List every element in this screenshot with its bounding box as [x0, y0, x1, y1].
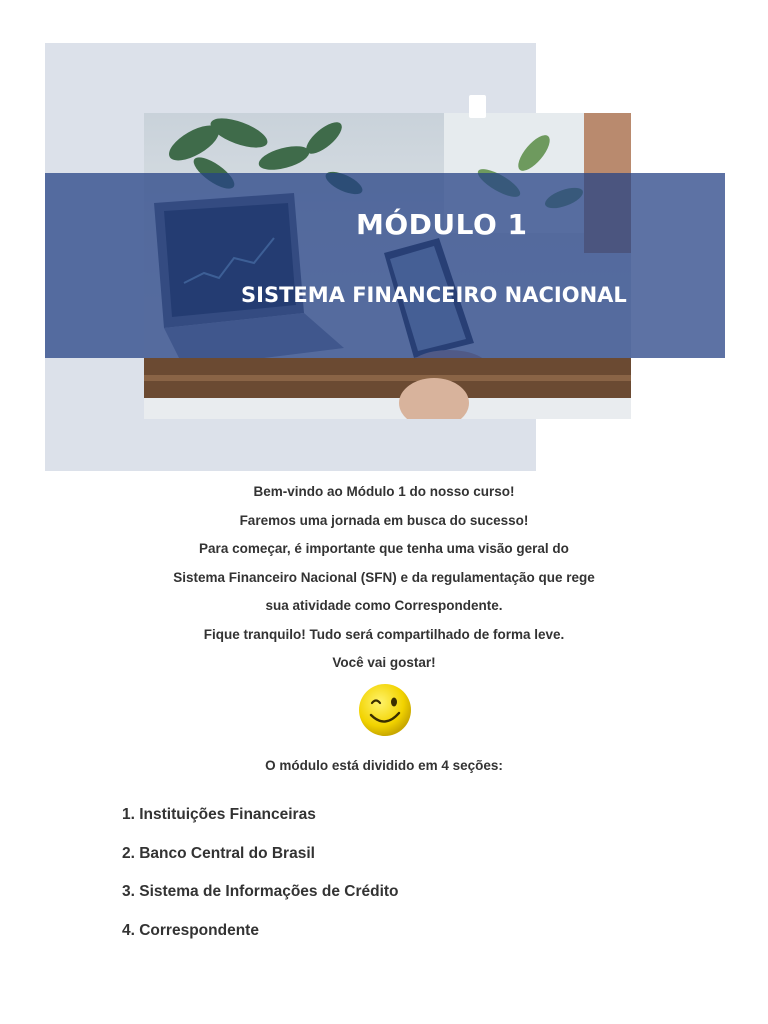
- decorative-notch: [469, 95, 486, 118]
- intro-line: Faremos uma jornada em busca do sucesso!: [239, 512, 529, 528]
- intro-line: Sistema Financeiro Nacional (SFN) e da regulamentação que rege: [173, 569, 595, 585]
- hero-title-band: [45, 173, 725, 358]
- module-subtitle: SISTEMA FINANCEIRO NACIONAL: [241, 283, 627, 307]
- sections-intro: O módulo está dividido em 4 seções:: [265, 758, 503, 773]
- intro-text: [0, 479, 768, 679]
- section-item: 2. Banco Central do Brasil: [122, 844, 315, 862]
- section-item: 3. Sistema de Informações de Crédito: [122, 883, 399, 900]
- section-item: 4. Correspondente: [122, 921, 259, 939]
- module-title: MÓDULO 1: [356, 208, 528, 241]
- intro-line: Fique tranquilo! Tudo será compartilhado de forma leve.: [203, 626, 565, 642]
- intro-line: Bem-vindo ao Módulo 1 do nosso curso!: [253, 484, 515, 499]
- winking-smiley-icon: [357, 682, 413, 738]
- intro-line: Você vai gostar!: [332, 655, 436, 670]
- intro-line: sua atividade como Correspondente.: [265, 598, 503, 613]
- section-item: 1. Instituições Financeiras: [122, 806, 316, 823]
- intro-line: Para começar, é importante que tenha uma visão geral do: [199, 541, 569, 556]
- sections-list: [122, 803, 399, 957]
